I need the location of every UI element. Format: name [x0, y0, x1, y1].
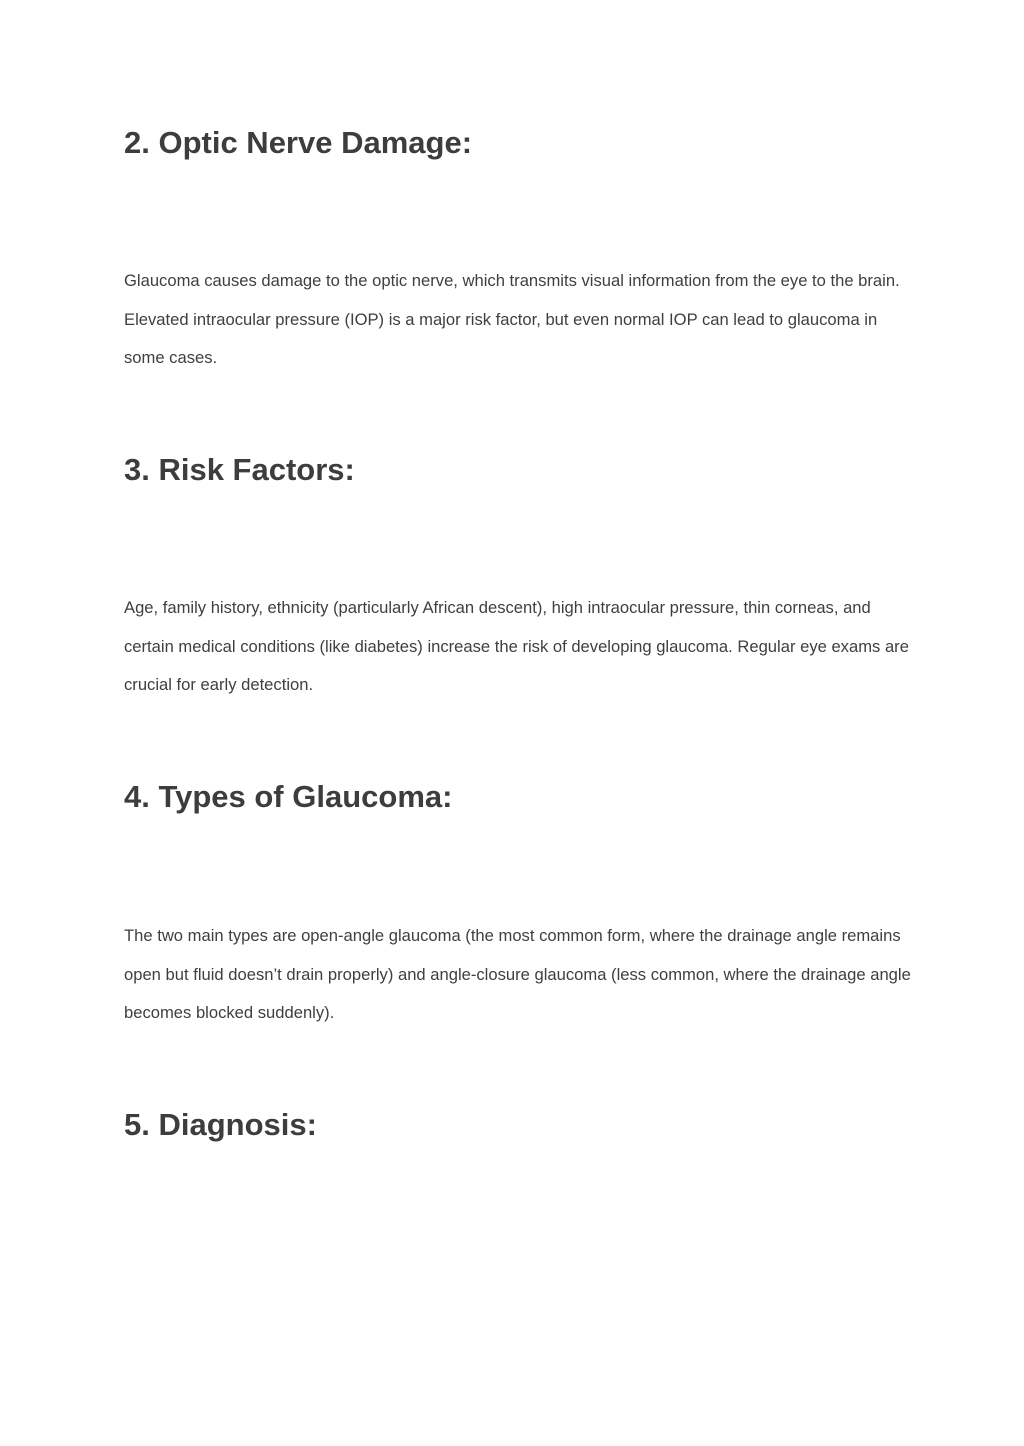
section-paragraph-risk-factors: Age, family history, ethnicity (particularly African descent), high intraocular pressure, thin corneas, and certain medical conditions (like diabetes) increase the risk of developing glaucoma. Regular eye exams are crucial for early detection.: [124, 598, 909, 695]
section-paragraph-types-of-glaucoma: The two main types are open-angle glaucoma (the most common form, where the drainage angle remains open but fluid doesn’t drain properly) and angle-closure glaucoma (less common, where the drainage angle becomes blocked suddenly).: [124, 926, 911, 1023]
section-heading-optic-nerve-damage: 2. Optic Nerve Damage:: [124, 125, 473, 160]
section-heading-risk-factors: 3. Risk Factors:: [124, 452, 355, 487]
section-heading-diagnosis: 5. Diagnosis:: [124, 1107, 317, 1142]
section-paragraph-optic-nerve-damage: Glaucoma causes damage to the optic nerve, which transmits visual information from the eye to the brain. Elevated intraocular pressure (IOP) is a major risk factor, but even normal IOP can lead to glaucoma in some cases.: [124, 271, 900, 368]
section-heading-types-of-glaucoma: 4. Types of Glaucoma:: [124, 779, 453, 814]
